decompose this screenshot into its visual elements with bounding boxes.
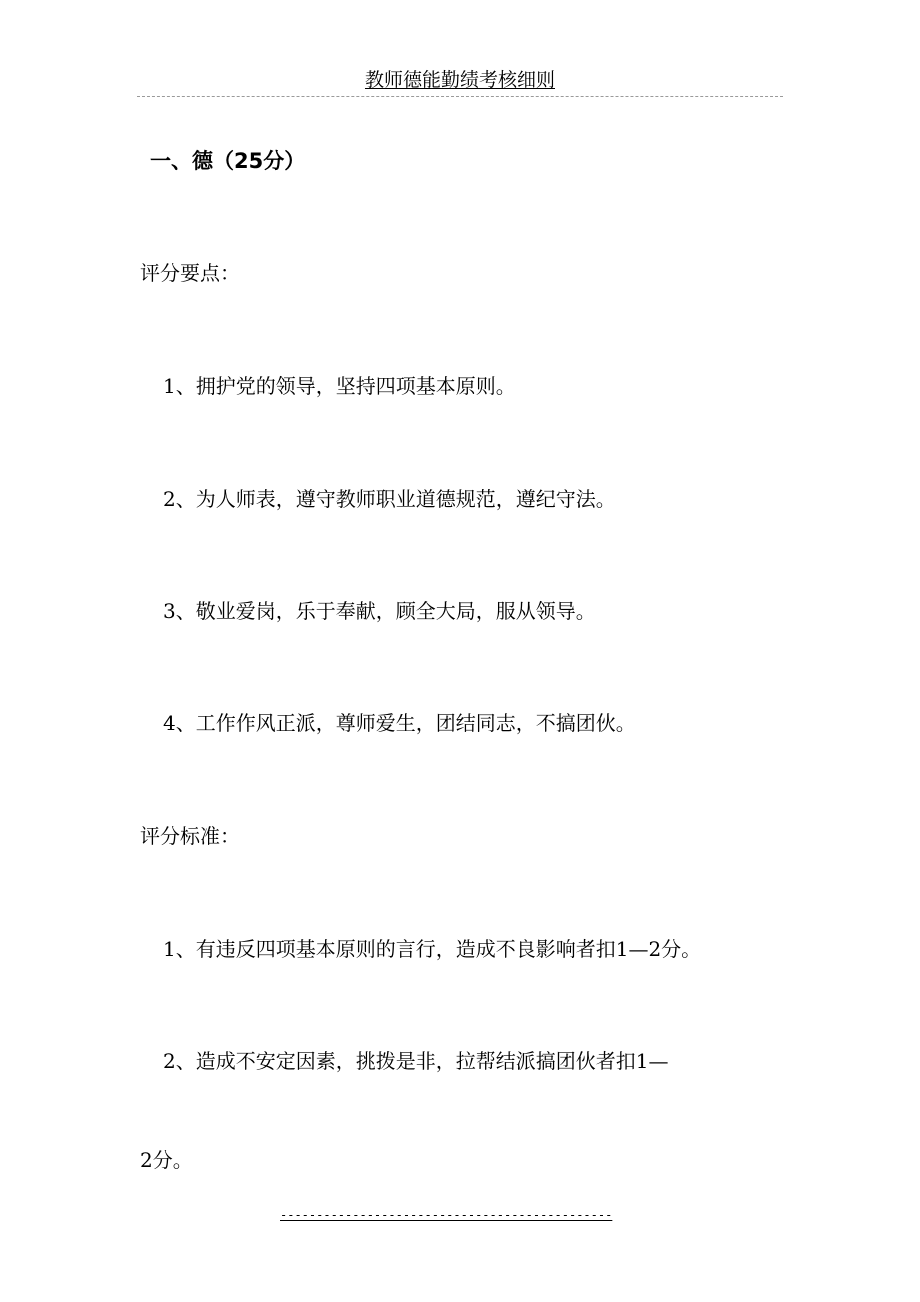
header-divider — [137, 96, 783, 97]
footer-divider: ---------------------------------------------- — [280, 1208, 613, 1222]
section-heading: 一、德（25分） — [150, 149, 306, 173]
key-point-item: 1、拥护党的领导，坚持四项基本原则。 — [163, 374, 516, 398]
criteria-item: 1、有违反四项基本原则的言行，造成不良影响者扣1—2分。 — [163, 937, 702, 961]
criteria-label: 评分标准： — [140, 824, 240, 848]
criteria-item-continuation: 2分。 — [140, 1148, 193, 1172]
key-points-label: 评分要点： — [140, 261, 240, 285]
document-header-title: 教师德能勤绩考核细则 — [364, 69, 555, 91]
criteria-item: 2、造成不安定因素，挑拨是非，拉帮结派搞团伙者扣1— — [163, 1049, 669, 1073]
key-point-item: 3、敬业爱岗，乐于奉献，顾全大局，服从领导。 — [163, 599, 596, 623]
key-point-item: 2、为人师表，遵守教师职业道德规范，遵纪守法。 — [163, 487, 616, 511]
key-point-item: 4、工作作风正派，尊师爱生，团结同志，不搞团伙。 — [163, 711, 636, 735]
